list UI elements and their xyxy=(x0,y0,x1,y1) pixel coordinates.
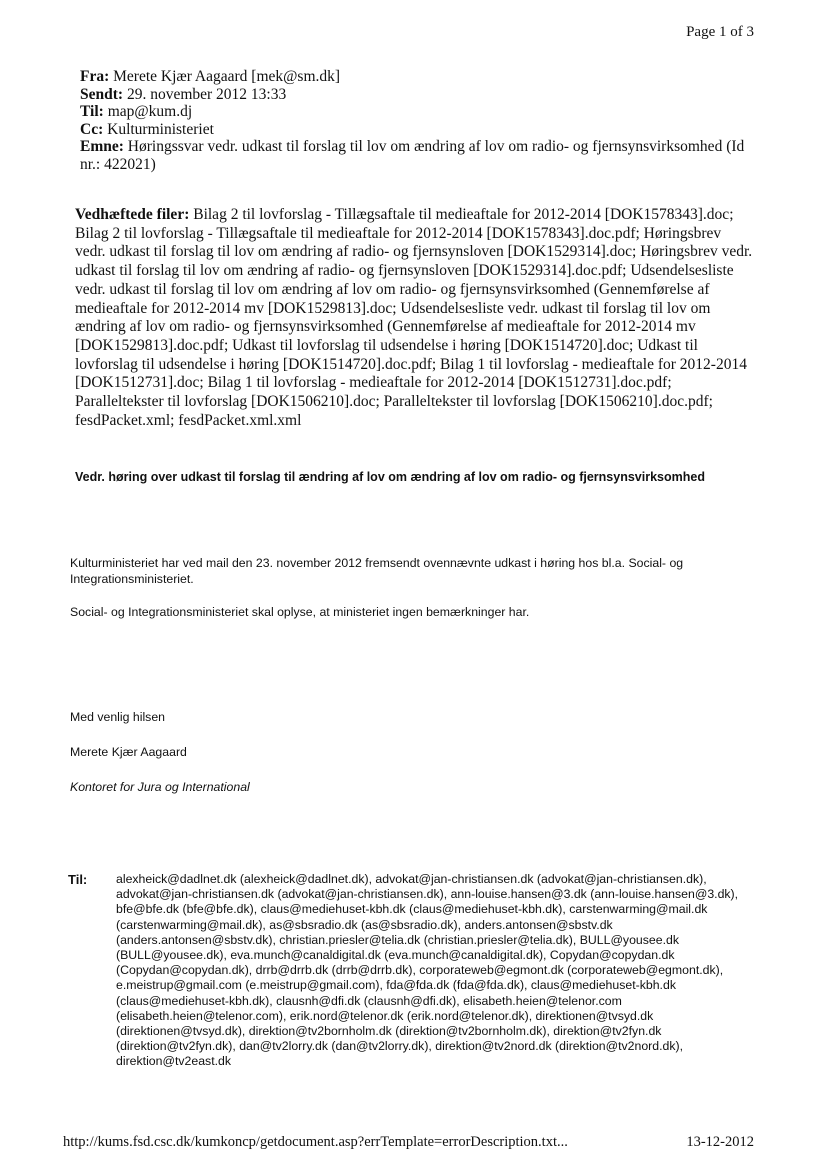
attachments-label: Vedhæftede filer: xyxy=(75,206,190,223)
page-number: Page 1 of 3 xyxy=(686,24,754,40)
body-paragraph-2: Social- og Integrationsministeriet skal oplyse, at ministeriet ingen bemærkninger har. xyxy=(70,605,530,619)
footer-date: 13-12-2012 xyxy=(686,1134,754,1150)
body-paragraph-1: Kulturministeriet har ved mail den 23. november 2012 fremsendt ovennævnte udkast i høring hos bl.a. Social- og Integrationsministeriet. xyxy=(70,556,684,586)
closing: Med venlig hilsen xyxy=(70,710,166,724)
to-value: map@kum.dj xyxy=(107,103,193,120)
cc-row xyxy=(80,121,760,139)
signature-name: Merete Kjær Aagaard xyxy=(70,745,187,759)
recipients-label: Til: xyxy=(68,872,88,887)
subject-value: Høringssvar vedr. udkast til forslag til lov om ændring af lov om radio- og fjernsynsvirksomhed (Id nr.: 422021) xyxy=(80,138,745,173)
sent-value: 29. november 2012 13:33 xyxy=(126,85,287,103)
cc-label: Cc: xyxy=(80,120,104,138)
to-label: Til: xyxy=(80,103,104,120)
from-label: Fra: xyxy=(80,68,110,85)
to-row xyxy=(80,103,760,121)
signature-office: Kontoret for Jura og International xyxy=(70,780,250,794)
attachments-row xyxy=(75,206,755,430)
email-header xyxy=(80,68,760,173)
subject-label: Emne: xyxy=(80,138,124,155)
attachments-value: Bilag 2 til lovforslag - Tillægsaftale til medieaftale for 2012-2014 [DOK1578343].doc; Bilag 2 til lovforslag - Tillægsaftale til medieaftale for 2012-2014 [DOK1578343].doc.pdf; Høringsbrev vedr. udkast til forslag til lov om ændring af radio- og fjernsynsloven [DOK1529314].doc; Høringsbrev vedr. udkast til forslag til lov om ændring af radio- og fjernsynsloven [DOK1529314].doc.pdf; Udsendelsesliste vedr. udkast til forslag til lov om ændring af lov om radio- og fjernsynsvirksomhed (Gennemførelse af medieaftale for 2012-2014 mv [DOK1529813].doc; Udsendelsesliste vedr. udkast til forslag til lov om ændring af lov om radio- og fjernsynsvirksomhed (Gennemførelse af medieaftale for 2012-2014 mv [DOK1529813].doc.pdf; Udkast til lovforslag til udsendelse i høring [DOK1514720].doc; Udkast til lovforslag til udsendelse i høring [DOK1514720].doc.pdf; Bilag 1 til lovforslag - medieaftale for 2012-2014 [DOK1512731].doc; Bilag 1 til lovforslag - medieaftale for 2012-2014 [DOK1512731].doc.pdf; Paralleltekster til lovforslag [DOK1506210].doc; Paralleltekster til lovforslag [DOK1506210].doc.pdf; fesdPacket.xml; fesdPacket.xml.xml xyxy=(75,206,753,429)
recipients-list: alexheick@dadlnet.dk (alexheick@dadlnet.dk), advokat@jan-christiansen.dk (advokat@jan-christiansen.dk), advokat@jan-christiansen.dk (advokat@jan-christiansen.dk), ann-louise.hansen@3.dk (ann-louise.hansen@3.dk), bfe@bfe.dk (bfe@bfe.dk), claus@mediehuset-kbh.dk (claus@mediehuset-kbh.dk), carstenwarming@mail.dk (carstenwarming@mail.dk), as@sbsradio.dk (as@sbsradio.dk), anders.antonsen@sbstv.dk (anders.antonsen@sbstv.dk), christian.priesler@telia.dk (christian.priesler@telia.dk), BULL@yousee.dk (BULL@yousee.dk), eva.munch@canaldigital.dk (eva.munch@canaldigital.dk), Copydan@copydan.dk (Copydan@copydan.dk), drrb@drrb.dk (drrb@drrb.dk), corporateweb@egmont.dk (corporateweb@egmont.dk), e.meistrup@gmail.com (e.meistrup@gmail.com), fda@fda.dk (fda@fda.dk), claus@mediehuset-kbh.dk (claus@mediehuset-kbh.dk), clausnh@dfi.dk (clausnh@dfi.dk), elisabeth.heien@telenor.com (elisabeth.heien@telenor.com), erik.nord@telenor.dk (erik.nord@telenor.dk), direktionen@tvsyd.dk (direktionen@tvsyd.dk), direktion@tv2bornholm.dk (direktion@tv2bornholm.dk), direktion@tv2fyn.dk (direktion@tv2fyn.dk), dan@tv2lorry.dk (dan@tv2lorry.dk), direktion@tv2nord.dk (direktion@tv2nord.dk), direktion@tv2east.dk xyxy=(116,872,739,1069)
sent-label: Sendt: xyxy=(80,85,124,103)
footer-url: http://kums.fsd.csc.dk/kumkoncp/getdocument.asp?errTemplate=errorDescription.txt... xyxy=(63,1134,568,1150)
subject-row xyxy=(80,138,760,173)
from-value: Merete Kjær Aagaard [mek@sm.dk] xyxy=(113,68,341,85)
sent-row xyxy=(80,86,760,104)
letter-subject: Vedr. høring over udkast til forslag til ændring af lov om ændring af lov om radio- og fjernsynsvirksomhed xyxy=(75,470,705,484)
from-row xyxy=(80,68,760,86)
cc-value: Kulturministeriet xyxy=(107,120,214,138)
